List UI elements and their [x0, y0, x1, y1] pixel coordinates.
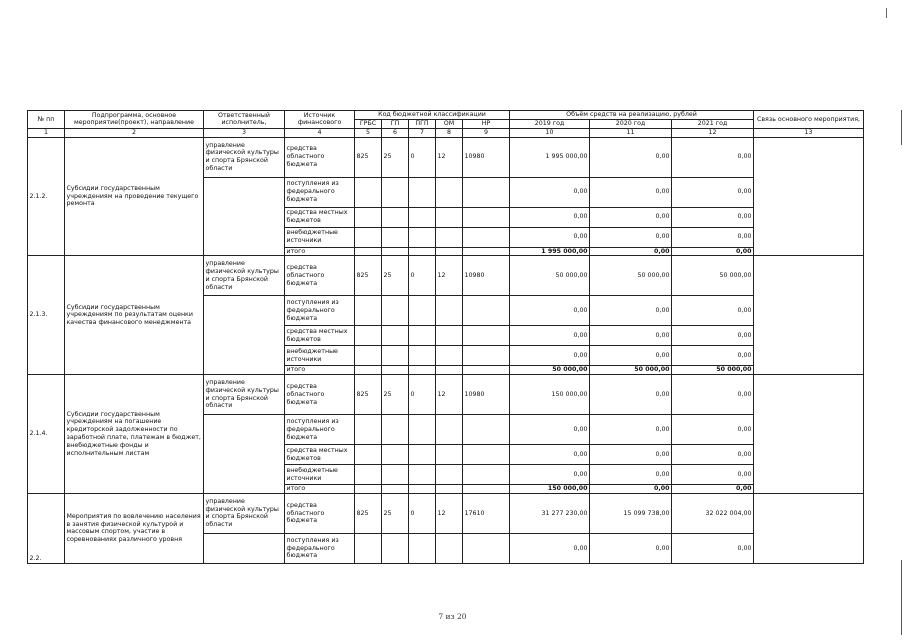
code-empty [355, 465, 382, 485]
code-pgp: 0 [409, 256, 436, 296]
col-number: 6 [382, 128, 409, 137]
code-om: 12 [436, 375, 463, 415]
code-empty [409, 366, 436, 375]
total-2020: 0,00 [590, 247, 672, 256]
value-2019: 0,00 [510, 227, 590, 247]
header-source: Источник финансового [285, 111, 355, 129]
code-empty [463, 326, 510, 346]
code-empty [463, 227, 510, 247]
col-number: 5 [355, 128, 382, 137]
table-row [28, 375, 864, 415]
code-pgp: 0 [409, 137, 436, 177]
source-regional: средства областного бюджета [285, 256, 355, 296]
code-empty [355, 533, 382, 563]
value-2020: 0,00 [590, 227, 672, 247]
value-2021: 0,00 [672, 137, 754, 177]
source-offbudget: внебюджетные источники [285, 465, 355, 485]
code-empty [382, 207, 409, 227]
total-2021: 50 000,00 [672, 366, 754, 375]
link-cell [754, 137, 864, 256]
scan-edge-line [901, 110, 902, 145]
col-number: 9 [463, 128, 510, 137]
code-om: 12 [436, 256, 463, 296]
value-2019: 0,00 [510, 207, 590, 227]
code-empty [463, 366, 510, 375]
code-empty [355, 227, 382, 247]
code-grbs: 825 [355, 137, 382, 177]
value-2019: 150 000,00 [510, 375, 590, 415]
code-empty [463, 207, 510, 227]
source-local: средства местных бюджетов [285, 445, 355, 465]
responsible-executor-empty [204, 533, 285, 563]
source-federal: поступления из федерального бюджета [285, 296, 355, 326]
total-2019: 50 000,00 [510, 366, 590, 375]
code-empty [436, 485, 463, 494]
code-om: 12 [436, 137, 463, 177]
code-empty [355, 177, 382, 207]
code-empty [382, 445, 409, 465]
code-empty [355, 207, 382, 227]
col-number: 2 [65, 128, 204, 137]
code-empty [382, 533, 409, 563]
code-empty [436, 227, 463, 247]
source-local: средства местных бюджетов [285, 207, 355, 227]
responsible-executor: управление физической культуры и спорта Брянской области [204, 137, 285, 177]
code-empty [436, 415, 463, 445]
value-2019: 0,00 [510, 296, 590, 326]
value-2019: 0,00 [510, 346, 590, 366]
code-empty [436, 366, 463, 375]
link-cell [754, 256, 864, 375]
measure-name: Субсидии государственным учреждениям на проведение текущего ремонта [65, 137, 204, 256]
code-empty [436, 445, 463, 465]
header-no: № пп [28, 111, 65, 129]
table-row [28, 137, 864, 177]
code-nr: 10980 [463, 256, 510, 296]
value-2020: 0,00 [590, 326, 672, 346]
code-nr: 10980 [463, 137, 510, 177]
code-empty [409, 465, 436, 485]
value-2020: 0,00 [590, 137, 672, 177]
header-nr: НР [463, 120, 510, 129]
value-2020: 0,00 [590, 177, 672, 207]
value-2021: 0,00 [672, 375, 754, 415]
header-2020: 2020 год [590, 120, 672, 129]
measure-name: Субсидии государственным учреждениям на погашение кредиторской задолженности по заработной плате, платежам в бюджет, внебюджетные фонды и исполнительным листам [65, 375, 204, 494]
code-empty [436, 177, 463, 207]
measure-name: Субсидии государственным учреждениям по результатам оценки качества финансового менеджмента [65, 256, 204, 375]
code-empty [382, 346, 409, 366]
code-empty [409, 326, 436, 346]
code-empty [382, 415, 409, 445]
code-empty [409, 227, 436, 247]
code-empty [355, 445, 382, 465]
code-empty [463, 485, 510, 494]
value-2020: 0,00 [590, 375, 672, 415]
code-empty [463, 177, 510, 207]
code-empty [409, 207, 436, 227]
source-offbudget: внебюджетные источники [285, 346, 355, 366]
source-federal: поступления из федерального бюджета [285, 533, 355, 563]
code-gp: 25 [382, 137, 409, 177]
value-2020: 0,00 [590, 465, 672, 485]
col-number: 7 [409, 128, 436, 137]
total-2019: 150 000,00 [510, 485, 590, 494]
header-pgp: ПГП [409, 120, 436, 129]
total-2020: 50 000,00 [590, 366, 672, 375]
col-number: 4 [285, 128, 355, 137]
header-2019: 2019 год [510, 120, 590, 129]
code-empty [355, 326, 382, 346]
code-grbs: 825 [355, 493, 382, 533]
source-offbudget: внебюджетные источники [285, 227, 355, 247]
value-2021: 0,00 [672, 177, 754, 207]
code-empty [463, 533, 510, 563]
value-2019: 0,00 [510, 445, 590, 465]
link-cell [754, 375, 864, 494]
header-grbs: ГРБС [355, 120, 382, 129]
value-2019: 0,00 [510, 177, 590, 207]
total-2019: 1 995 000,00 [510, 247, 590, 256]
header-2021: 2021 год [672, 120, 754, 129]
value-2020: 50 000,00 [590, 256, 672, 296]
link-cell [754, 493, 864, 563]
code-empty [409, 296, 436, 326]
source-total: итого [285, 247, 355, 256]
code-grbs: 825 [355, 375, 382, 415]
code-pgp: 0 [409, 493, 436, 533]
code-gp: 25 [382, 375, 409, 415]
col-number: 12 [672, 128, 754, 137]
code-empty [355, 296, 382, 326]
value-2021: 0,00 [672, 465, 754, 485]
value-2019: 0,00 [510, 326, 590, 346]
value-2020: 0,00 [590, 346, 672, 366]
value-2021: 0,00 [672, 346, 754, 366]
col-number: 8 [436, 128, 463, 137]
col-number: 13 [754, 128, 864, 137]
col-number: 11 [590, 128, 672, 137]
scan-mark [886, 8, 887, 18]
responsible-executor: управление физической культуры и спорта Брянской области [204, 493, 285, 533]
value-2021: 0,00 [672, 533, 754, 563]
code-gp: 25 [382, 493, 409, 533]
value-2021: 0,00 [672, 227, 754, 247]
source-total: итого [285, 485, 355, 494]
code-empty [463, 247, 510, 256]
value-2020: 0,00 [590, 445, 672, 465]
column-number-row [28, 128, 864, 137]
measure-name: Мероприятия по вовлечению населения в занятия физической культурой и массовым спортом, участие в соревнованиях различного уровня [65, 493, 204, 563]
source-regional: средства областного бюджета [285, 375, 355, 415]
header-gp: ГП [382, 120, 409, 129]
code-empty [355, 485, 382, 494]
total-2020: 0,00 [590, 485, 672, 494]
header-volume: Объём средств на реализацию, рублей [510, 111, 754, 120]
header-responsible: Ответственный исполнитель, [204, 111, 285, 129]
value-2021: 0,00 [672, 296, 754, 326]
code-empty [382, 326, 409, 346]
col-number: 3 [204, 128, 285, 137]
row-number: 2.1.3. [28, 256, 65, 375]
code-empty [436, 247, 463, 256]
source-local: средства местных бюджетов [285, 326, 355, 346]
table-row [28, 493, 864, 533]
code-empty [436, 465, 463, 485]
code-empty [463, 296, 510, 326]
value-2020: 0,00 [590, 296, 672, 326]
code-empty [463, 346, 510, 366]
code-nr: 10980 [463, 375, 510, 415]
code-empty [355, 366, 382, 375]
code-empty [436, 326, 463, 346]
header-program: Подпрограмма, основное мероприятие(проект), направление [65, 111, 204, 129]
code-empty [436, 296, 463, 326]
code-empty [382, 177, 409, 207]
header-budget-code: Код бюджетной классификации [355, 111, 510, 120]
row-number: 2.1.2. [28, 137, 65, 256]
value-2019: 31 277 230,00 [510, 493, 590, 533]
code-empty [382, 465, 409, 485]
code-gp: 25 [382, 256, 409, 296]
value-2020: 0,00 [590, 415, 672, 445]
code-empty [409, 445, 436, 465]
value-2019: 1 995 000,00 [510, 137, 590, 177]
responsible-executor: управление физической культуры и спорта Брянской области [204, 375, 285, 415]
source-regional: средства областного бюджета [285, 493, 355, 533]
code-empty [382, 296, 409, 326]
value-2021: 50 000,00 [672, 256, 754, 296]
code-empty [382, 227, 409, 247]
value-2019: 0,00 [510, 533, 590, 563]
responsible-executor-empty [204, 177, 285, 256]
code-pgp: 0 [409, 375, 436, 415]
code-empty [409, 177, 436, 207]
code-empty [409, 485, 436, 494]
code-empty [382, 247, 409, 256]
code-empty [355, 346, 382, 366]
value-2021: 0,00 [672, 445, 754, 465]
value-2020: 15 099 738,00 [590, 493, 672, 533]
code-empty [409, 415, 436, 445]
code-grbs: 825 [355, 256, 382, 296]
code-nr: 17610 [463, 493, 510, 533]
budget-table [27, 110, 864, 564]
total-2021: 0,00 [672, 485, 754, 494]
responsible-executor-empty [204, 415, 285, 494]
code-empty [355, 247, 382, 256]
code-empty [463, 415, 510, 445]
value-2020: 0,00 [590, 207, 672, 227]
code-empty [463, 445, 510, 465]
code-empty [409, 533, 436, 563]
code-empty [355, 415, 382, 445]
header-link: Связь основного мероприятия, [754, 111, 864, 129]
code-empty [436, 533, 463, 563]
source-total: итого [285, 366, 355, 375]
value-2021: 0,00 [672, 326, 754, 346]
table-row [28, 256, 864, 296]
source-federal: поступления из федерального бюджета [285, 177, 355, 207]
code-empty [436, 346, 463, 366]
value-2021: 0,00 [672, 207, 754, 227]
code-empty [436, 207, 463, 227]
code-om: 12 [436, 493, 463, 533]
code-empty [382, 485, 409, 494]
code-empty [409, 247, 436, 256]
source-regional: средства областного бюджета [285, 137, 355, 177]
value-2021: 0,00 [672, 415, 754, 445]
responsible-executor: управление физической культуры и спорта Брянской области [204, 256, 285, 296]
responsible-executor-empty [204, 296, 285, 375]
row-number: 2.2. [28, 493, 65, 563]
scan-edge-line [901, 560, 902, 635]
header-om: ОМ [436, 120, 463, 129]
row-number: 2.1.4. [28, 375, 65, 494]
code-empty [382, 366, 409, 375]
value-2019: 0,00 [510, 415, 590, 445]
value-2019: 0,00 [510, 465, 590, 485]
source-federal: поступления из федерального бюджета [285, 415, 355, 445]
value-2020: 0,00 [590, 533, 672, 563]
code-empty [463, 465, 510, 485]
page-number: 7 из 20 [438, 612, 467, 621]
code-empty [409, 346, 436, 366]
col-number: 1 [28, 128, 65, 137]
header-row [28, 111, 864, 120]
value-2021: 32 022 004,00 [672, 493, 754, 533]
col-number: 10 [510, 128, 590, 137]
total-2021: 0,00 [672, 247, 754, 256]
value-2019: 50 000,00 [510, 256, 590, 296]
